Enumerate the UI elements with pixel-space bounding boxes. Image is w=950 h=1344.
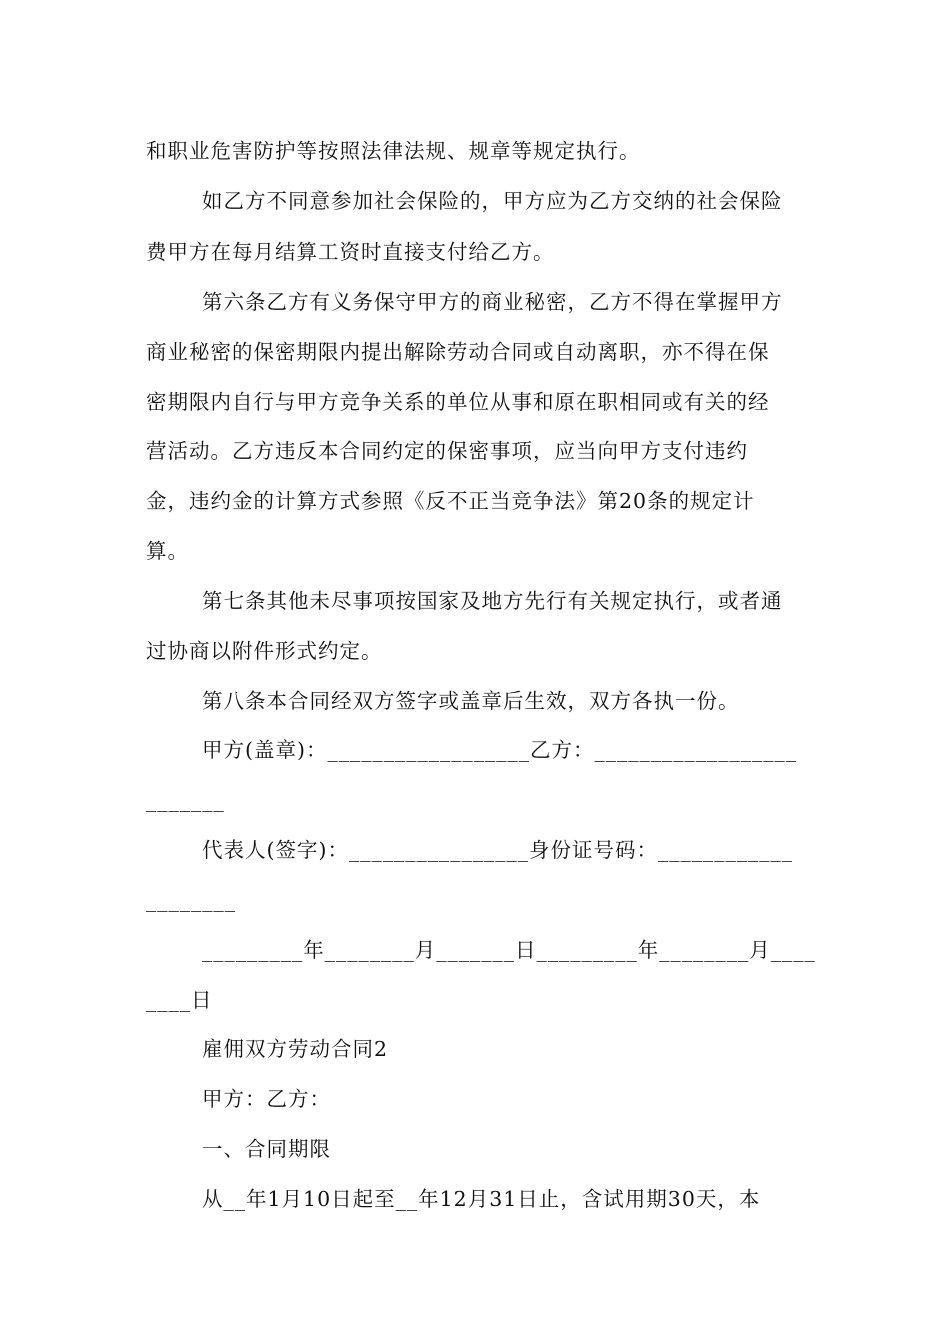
paragraph-line: 如乙方不同意参加社会保险的，甲方应为乙方交纳的社会保险 bbox=[202, 189, 783, 213]
date-line: _________年________月_______日_________年________月____ bbox=[202, 938, 816, 962]
paragraph-line: 金，违约金的计算方式参照《反不正当竞争法》第20条的规定计 bbox=[146, 489, 755, 513]
paragraph-line: 第六条乙方有义务保守甲方的商业秘密，乙方不得在掌握甲方 bbox=[202, 290, 783, 314]
signature-line-party-continued: _______ bbox=[146, 788, 225, 812]
signature-line-representative: 代表人(签字)：________________身份证号码：____________ bbox=[202, 838, 793, 862]
paragraph-line: 和职业危害防护等按照法律法规、规章等规定执行。 bbox=[146, 139, 641, 163]
paragraph-line: 算。 bbox=[146, 539, 189, 563]
paragraph-line: 费甲方在每月结算工资时直接支付给乙方。 bbox=[146, 240, 555, 264]
paragraph-line: 从__年1月10日起至__年12月31日止，含试用期30天，本 bbox=[202, 1187, 761, 1211]
paragraph-line: 第七条其他未尽事项按国家及地方先行有关规定执行，或者通 bbox=[202, 589, 783, 613]
signature-line-party: 甲方(盖章)：__________________乙方：__________________ bbox=[202, 738, 797, 762]
paragraph-line: 营活动。乙方违反本合同约定的保密事项，应当向甲方支付违约 bbox=[146, 439, 748, 463]
signature-line-representative-continued: ________ bbox=[146, 888, 236, 912]
paragraph-line: 商业秘密的保密期限内提出解除劳动合同或自动离职，亦不得在保 bbox=[146, 340, 770, 364]
paragraph-line: 密期限内自行与甲方竞争关系的单位从事和原在职相同或有关的经 bbox=[146, 390, 770, 414]
parties-line: 甲方：乙方： bbox=[202, 1087, 331, 1111]
date-line-continued: ____日 bbox=[146, 988, 213, 1012]
paragraph-line: 过协商以附件形式约定。 bbox=[146, 639, 383, 663]
section-heading: 雇佣双方劳动合同2 bbox=[202, 1037, 389, 1061]
paragraph-line: 第八条本合同经双方签字或盖章后生效，双方各执一份。 bbox=[202, 689, 740, 713]
clause-heading: 一、合同期限 bbox=[202, 1137, 331, 1161]
